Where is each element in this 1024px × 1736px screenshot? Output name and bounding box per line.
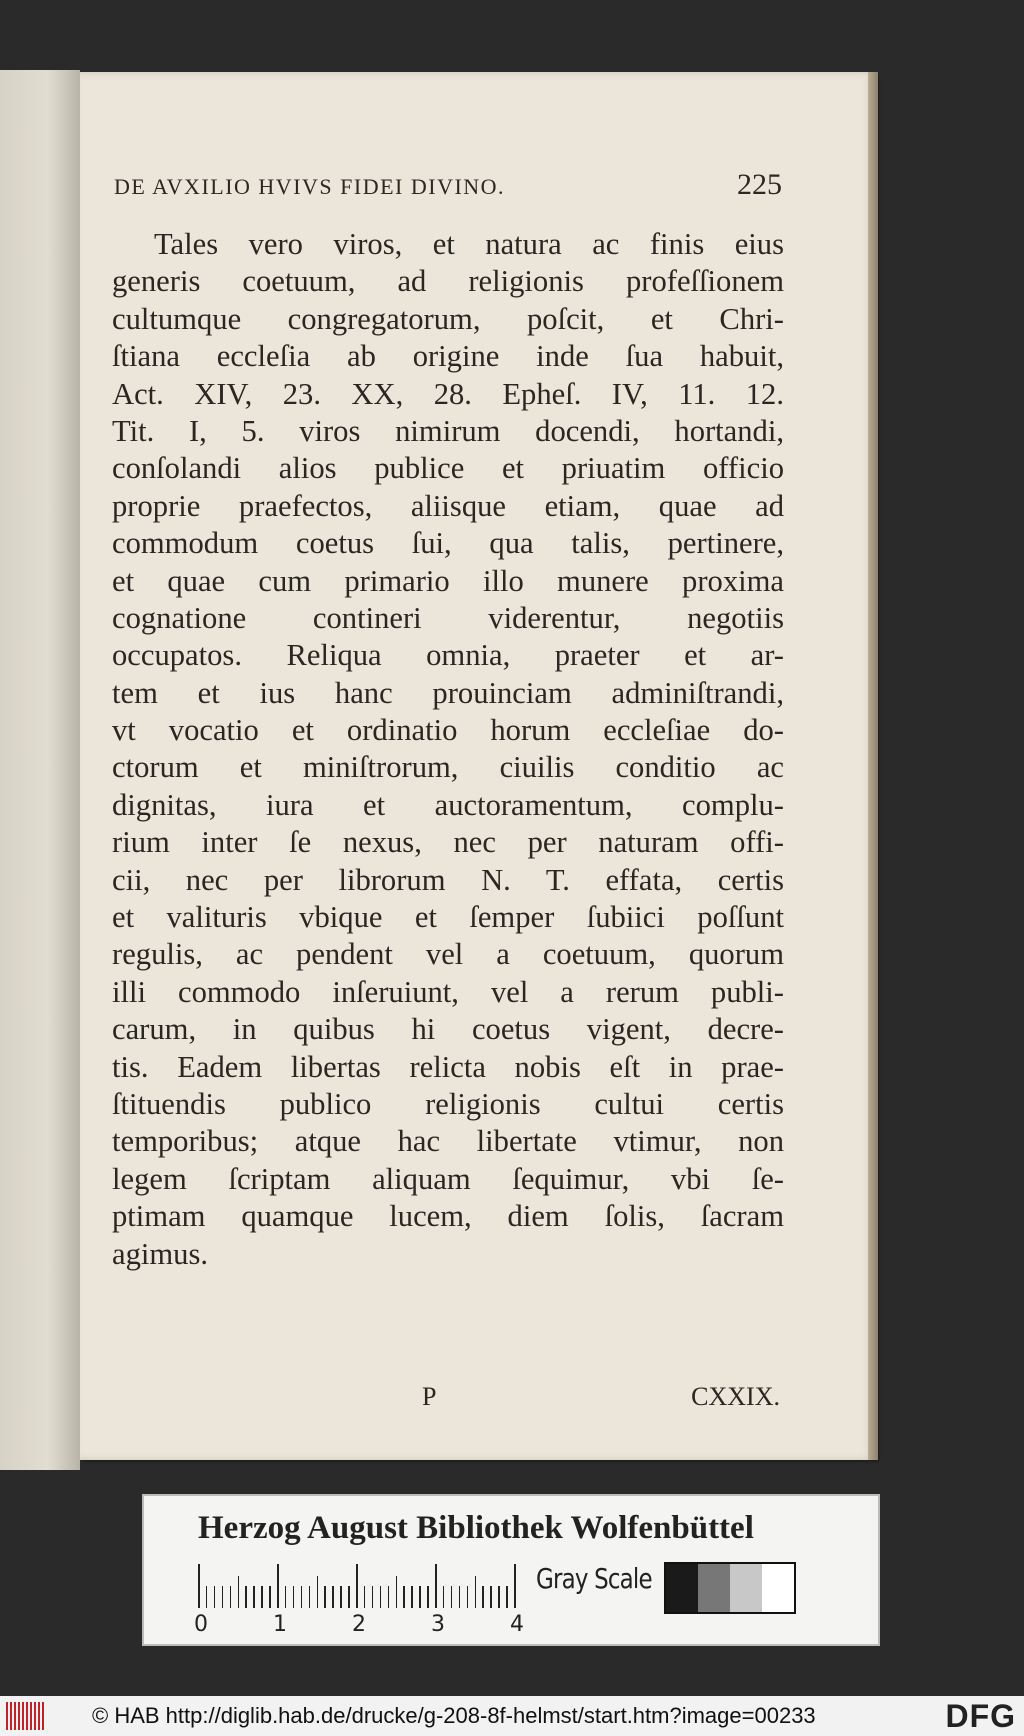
ruler-tick (214, 1586, 216, 1608)
ruler-tick (317, 1576, 319, 1608)
ruler-tick (293, 1586, 295, 1608)
ruler-tick (467, 1586, 469, 1608)
ruler-tick (206, 1586, 208, 1608)
text-line: legem ſcriptam aliquam ſequimur, vbi ſe- (112, 1161, 784, 1196)
text-line: ctorum et miniſtrorum, ciuilis conditio ac (112, 750, 784, 785)
text-line: et quae cum primario illo munere proxima (112, 563, 784, 598)
ruler-number: 2 (352, 1612, 366, 1637)
copyright-url[interactable]: © HAB http://diglib.hab.de/drucke/g-208-8f-helmst/start.htm?image=00233 (92, 1703, 816, 1728)
ruler-tick (230, 1586, 232, 1608)
gray-swatch (698, 1564, 730, 1612)
ruler-tick (427, 1586, 429, 1608)
color-scale-card (142, 1494, 880, 1646)
ruler-tick (245, 1586, 247, 1608)
ruler-tick (277, 1564, 279, 1608)
text-line: regulis, ac pendent vel a coetuum, quorum (112, 937, 784, 972)
ruler-tick (490, 1586, 492, 1608)
gray-swatch (666, 1564, 698, 1612)
ruler-tick (459, 1586, 461, 1608)
text-line: ſtituendis publico religionis cultui certis (112, 1086, 784, 1121)
library-name: Herzog August Bibliothek Wolfenbüttel (198, 1510, 754, 1546)
previous-page-edge (0, 70, 80, 1470)
ruler-tick (396, 1576, 398, 1608)
ruler-tick (482, 1586, 484, 1608)
ruler-tick (269, 1586, 271, 1608)
text-line: generis coetuum, ad religionis profeſſionem (112, 264, 784, 299)
ruler-tick (514, 1564, 516, 1608)
text-line: carum, in quibus hi coetus vigent, decre- (112, 1012, 784, 1047)
text-line: proprie praefectos, aliisque etiam, quae ad (112, 488, 784, 523)
text-line: vt vocatio et ordinatio horum eccleſiae do- (112, 713, 784, 748)
ruler-tick (324, 1586, 326, 1608)
text-line: Tit. I, 5. viros nimirum docendi, hortandi, (112, 413, 784, 448)
text-line: Tales vero viros, et natura ac finis eius (154, 227, 784, 261)
ruler-tick (332, 1586, 334, 1608)
text-line: illi commodo inſeruiunt, vel a rerum publi- (112, 974, 784, 1009)
text-line: rium inter ſe nexus, nec per naturam offi- (112, 825, 784, 860)
text-line: cultumque congregatorum, poſcit, et Chri- (112, 301, 784, 336)
ruler-number: 4 (510, 1612, 524, 1637)
text-line: commodum coetus ſui, qua talis, pertinere, (112, 526, 784, 561)
ruler-number: 1 (273, 1612, 287, 1637)
ruler-tick (340, 1586, 342, 1608)
gray-swatch (762, 1564, 794, 1612)
text-line: Act. XIV, 23. XX, 28. Epheſ. IV, 11. 12. (112, 376, 784, 411)
text-line: agimus. (112, 1236, 209, 1271)
bottom-bar (0, 1696, 1024, 1736)
text-line: cii, nec per librorum N. T. effata, certis (112, 862, 784, 897)
catchword: CXXIX. (691, 1382, 780, 1411)
ruler-tick (261, 1586, 263, 1608)
ruler-tick (443, 1586, 445, 1608)
ruler-number: 3 (431, 1612, 445, 1637)
ruler-tick (348, 1586, 350, 1608)
text-line: conſolandi alios publice et priuatim officio (112, 451, 784, 486)
gray-scale-label: Gray Scale (536, 1562, 652, 1595)
ruler-number: 0 (194, 1612, 208, 1637)
text-line: cognatione contineri viderentur, negotiis (112, 600, 784, 635)
ruler-tick (411, 1586, 413, 1608)
body-text (112, 226, 784, 1273)
ruler-tick (198, 1564, 200, 1608)
ruler-tick (403, 1586, 405, 1608)
ruler-tick (435, 1564, 437, 1608)
running-head-title: DE AVXILIO HVIVS FIDEI DIVINO. (114, 174, 506, 199)
ruler-tick (238, 1576, 240, 1608)
text-line: et valituris vbique et ſemper ſubiici poſſunt (112, 900, 784, 935)
ruler-tick (309, 1586, 311, 1608)
book-page (80, 72, 876, 1460)
text-line: tis. Eadem libertas relicta nobis eſt in prae- (112, 1049, 784, 1084)
text-line: ſtiana eccleſia ab origine inde ſua habuit, (112, 339, 784, 374)
gray-swatch (730, 1564, 762, 1612)
page-edge (868, 72, 878, 1460)
text-line: ptimam quamque lucem, diem ſolis, ſacram (112, 1199, 784, 1234)
ruler-tick (475, 1576, 477, 1608)
text-line: occupatos. Reliqua omnia, praeter et ar- (112, 638, 784, 673)
gray-scale-swatches (664, 1562, 796, 1614)
text-line: tem et ius hanc prouinciam adminiſtrandi, (112, 675, 784, 710)
ruler-tick (356, 1564, 358, 1608)
barcode-icon (6, 1702, 46, 1730)
signature-mark: P (422, 1382, 437, 1411)
ruler-tick (388, 1586, 390, 1608)
ruler-scale (198, 1564, 516, 1608)
ruler-tick (451, 1586, 453, 1608)
running-head (114, 168, 782, 202)
ruler-tick (222, 1586, 224, 1608)
dfg-logo: DFG (945, 1698, 1016, 1734)
ruler-tick (380, 1586, 382, 1608)
text-line: dignitas, iura et auctoramentum, complu- (112, 787, 784, 822)
ruler-tick (372, 1586, 374, 1608)
ruler-tick (506, 1586, 508, 1608)
page-number: 225 (737, 168, 782, 201)
ruler-tick (498, 1586, 500, 1608)
ruler-tick (301, 1586, 303, 1608)
ruler-numbers (194, 1612, 524, 1640)
ruler-tick (364, 1586, 366, 1608)
ruler-tick (285, 1586, 287, 1608)
ruler-tick (253, 1586, 255, 1608)
text-line: temporibus; atque hac libertate vtimur, non (112, 1124, 784, 1159)
ruler-tick (419, 1586, 421, 1608)
